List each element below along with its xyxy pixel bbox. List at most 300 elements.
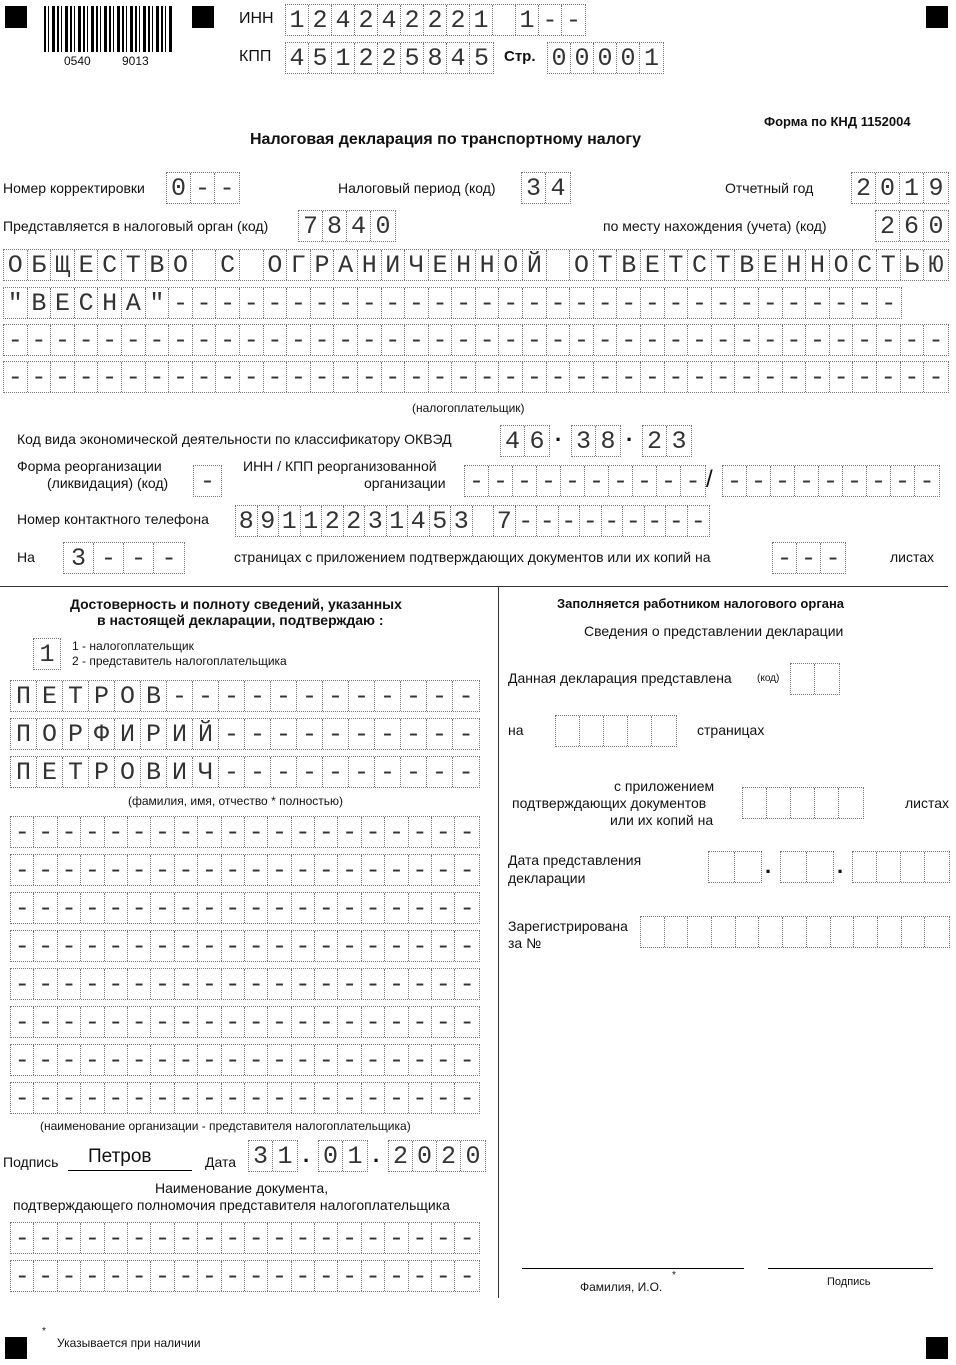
- tax-authority-field[interactable]: [298, 210, 396, 242]
- grid-cell: -: [315, 1261, 338, 1291]
- grid-cell: Ь: [901, 250, 925, 280]
- okved-part-3[interactable]: [642, 425, 692, 457]
- grid-cell: -: [409, 1045, 432, 1075]
- org-row[interactable]: [10, 816, 480, 848]
- grid-cell: 2: [355, 5, 378, 35]
- grid-cell: -: [58, 1045, 81, 1075]
- grid-cell: -: [58, 855, 81, 885]
- grid-cell: И: [115, 719, 141, 749]
- submit-date-year[interactable]: [852, 851, 950, 883]
- grid-cell: -: [151, 1083, 174, 1113]
- grid-cell: -: [268, 855, 291, 885]
- grid-cell: -: [735, 362, 759, 392]
- grid-cell: 3: [572, 426, 596, 456]
- year-field[interactable]: [851, 172, 949, 204]
- okved-part-1[interactable]: [500, 425, 550, 457]
- grid-cell: -: [385, 969, 408, 999]
- grid-cell: -: [516, 506, 538, 536]
- date-day-field[interactable]: [248, 1140, 298, 1172]
- grid-cell: [743, 788, 767, 818]
- grid-cell: -: [623, 506, 645, 536]
- submitted-label: Данная декларация представлена: [508, 670, 732, 686]
- grid-cell: -: [565, 5, 581, 35]
- grid-cell: -: [81, 969, 104, 999]
- grid-cell: -: [193, 681, 219, 711]
- signer-patronymic-row[interactable]: [10, 756, 480, 788]
- grid-cell: -: [81, 931, 104, 961]
- grid-cell: 1: [347, 1141, 363, 1171]
- grid-cell: -: [338, 1261, 361, 1291]
- grid-cell: -: [429, 362, 453, 392]
- signer-code-field[interactable]: [33, 638, 61, 670]
- grid-cell: И: [167, 757, 193, 787]
- pages-count-field[interactable]: [63, 542, 185, 574]
- grid-cell: -: [175, 1007, 198, 1037]
- doc-row[interactable]: [10, 1222, 480, 1254]
- grid-cell: -: [338, 1223, 361, 1253]
- grid-cell: П: [11, 681, 37, 711]
- doc-caption-1: Наименование документа,: [155, 1180, 329, 1196]
- pages-suffix: листах: [890, 549, 935, 565]
- grid-cell: Н: [783, 250, 807, 280]
- grid-cell: -: [853, 288, 877, 318]
- authority-pages-field[interactable]: [555, 715, 677, 747]
- grid-cell: -: [830, 325, 854, 355]
- grid-cell: -: [401, 681, 427, 711]
- grid-cell: -: [452, 325, 476, 355]
- grid-cell: -: [198, 1007, 221, 1037]
- grid-cell: [193, 250, 217, 280]
- grid-cell: -: [382, 362, 406, 392]
- grid-cell: С: [216, 250, 240, 280]
- grid-cell: -: [105, 1083, 128, 1113]
- grid-cell: -: [58, 1007, 81, 1037]
- grid-cell: -: [175, 931, 198, 961]
- grid-cell: -: [409, 817, 432, 847]
- inn-field[interactable]: [285, 4, 586, 36]
- grid-cell: В: [617, 250, 641, 280]
- grid-cell: -: [175, 1223, 198, 1253]
- grid-cell: [709, 852, 735, 882]
- grid-cell: -: [617, 288, 641, 318]
- grid-cell: 0: [876, 173, 900, 203]
- grid-cell: -: [219, 681, 245, 711]
- grid-cell: -: [771, 466, 795, 496]
- grid-cell: -: [151, 1223, 174, 1253]
- grid-cell: 2: [643, 426, 667, 456]
- grid-cell: -: [570, 325, 594, 355]
- org-row[interactable]: [10, 854, 480, 886]
- grid-cell: -: [585, 466, 609, 496]
- org-row[interactable]: [10, 968, 480, 1000]
- org-row[interactable]: [10, 1082, 480, 1114]
- grid-cell: Т: [122, 250, 146, 280]
- grid-cell: -: [602, 506, 624, 536]
- grid-cell: -: [216, 325, 240, 355]
- on-label: на: [508, 722, 524, 738]
- reorg-kpp-field[interactable]: [722, 465, 940, 497]
- grid-cell: [736, 917, 760, 947]
- grid-cell: -: [657, 466, 681, 496]
- grid-cell: -: [222, 931, 245, 961]
- grid-cell: -: [877, 362, 901, 392]
- grid-cell: Р: [141, 719, 167, 749]
- grid-cell: -: [199, 466, 215, 496]
- grid-cell: -: [198, 1083, 221, 1113]
- grid-cell: -: [594, 362, 618, 392]
- grid-cell: -: [409, 931, 432, 961]
- authority-sheets-field[interactable]: [742, 787, 864, 819]
- grid-cell: -: [405, 362, 429, 392]
- grid-cell: -: [169, 362, 193, 392]
- grid-cell: [781, 852, 807, 882]
- grid-cell: -: [315, 931, 338, 961]
- grid-cell: -: [409, 969, 432, 999]
- fio-star: *: [672, 1270, 676, 1281]
- grid-cell: [815, 664, 839, 694]
- grid-cell: -: [151, 817, 174, 847]
- grid-cell: -: [459, 1083, 475, 1113]
- grid-cell: -: [723, 466, 747, 496]
- grid-cell: -: [432, 893, 455, 923]
- grid-cell: -: [151, 1045, 174, 1075]
- submit-date-day[interactable]: [708, 851, 762, 883]
- grid-cell: -: [240, 288, 264, 318]
- grid-cell: -: [476, 325, 500, 355]
- grid-cell: -: [427, 681, 453, 711]
- grid-cell: Й: [193, 719, 219, 749]
- grid-cell: -: [292, 1045, 315, 1075]
- confirm-heading-1: Достоверность и полноту сведений, указанных: [70, 596, 402, 612]
- grid-cell: -: [362, 931, 385, 961]
- grid-cell: 2: [447, 5, 470, 35]
- grid-cell: 8: [424, 43, 447, 73]
- grid-cell: -: [268, 1083, 291, 1113]
- grid-cell: О: [4, 250, 28, 280]
- correction-field[interactable]: [166, 172, 240, 204]
- grid-cell: -: [385, 1261, 408, 1291]
- location-field[interactable]: [875, 210, 949, 242]
- grid-cell: -: [292, 1261, 315, 1291]
- pages-prefix: На: [17, 549, 35, 565]
- grid-cell: Е: [641, 250, 665, 280]
- grid-cell: 6: [529, 426, 545, 456]
- barcode: [44, 6, 172, 52]
- grid-cell: -: [645, 506, 667, 536]
- location-label: по месту нахождения (учета) (код): [603, 218, 827, 234]
- grid-cell: -: [34, 1007, 57, 1037]
- grid-cell: -: [222, 817, 245, 847]
- grid-cell: Р: [89, 757, 115, 787]
- grid-cell: Ч: [193, 757, 219, 787]
- taxpayer-row-2[interactable]: [3, 287, 902, 319]
- grid-cell: -: [146, 325, 170, 355]
- grid-cell: ": [146, 288, 170, 318]
- reorg-inn-field[interactable]: [464, 465, 706, 497]
- grid-cell: -: [375, 719, 401, 749]
- grid-cell: -: [34, 969, 57, 999]
- grid-cell: -: [315, 817, 338, 847]
- grid-cell: -: [537, 506, 559, 536]
- grid-cell: -: [94, 543, 124, 573]
- grid-cell: [791, 788, 815, 818]
- grid-cell: 1: [516, 5, 539, 35]
- grid-cell: -: [901, 362, 925, 392]
- grid-cell: -: [712, 288, 736, 318]
- grid-cell: [831, 917, 855, 947]
- grid-cell: -: [245, 817, 268, 847]
- grid-cell: -: [458, 681, 474, 711]
- grid-cell: 0: [167, 173, 191, 203]
- grid-cell: -: [570, 288, 594, 318]
- grid-cell: -: [193, 362, 217, 392]
- grid-cell: -: [11, 1083, 34, 1113]
- submitted-code-field[interactable]: [790, 663, 840, 695]
- reorg-form-label-1: Форма реорганизации: [17, 458, 162, 474]
- grid-cell: -: [891, 466, 915, 496]
- grid-cell: Т: [594, 250, 618, 280]
- grid-cell: -: [338, 931, 361, 961]
- grid-cell: -: [292, 893, 315, 923]
- phone-field[interactable]: [235, 505, 710, 537]
- grid-cell: -: [362, 855, 385, 885]
- grid-cell: -: [338, 1083, 361, 1113]
- grid-cell: -: [358, 288, 382, 318]
- org-row[interactable]: [10, 892, 480, 924]
- grid-cell: Й: [523, 250, 547, 280]
- grid-cell: [688, 917, 712, 947]
- taxpayer-row-4[interactable]: [3, 361, 949, 393]
- grid-cell: -: [747, 466, 771, 496]
- grid-cell: -: [287, 325, 311, 355]
- grid-cell: 4: [408, 506, 430, 536]
- grid-cell: В: [735, 250, 759, 280]
- grid-cell: [815, 788, 839, 818]
- grid-cell: -: [459, 1223, 475, 1253]
- grid-cell: -: [594, 288, 618, 318]
- taxpayer-row-1[interactable]: [3, 249, 949, 281]
- grid-cell: -: [665, 362, 689, 392]
- grid-cell: 4: [286, 43, 309, 73]
- grid-cell: -: [222, 893, 245, 923]
- grid-cell: -: [315, 1223, 338, 1253]
- grid-cell: [641, 917, 665, 947]
- grid-cell: -: [268, 969, 291, 999]
- sign-label: Подпись: [827, 1276, 871, 1288]
- grid-cell: -: [271, 757, 297, 787]
- grid-cell: -: [222, 1223, 245, 1253]
- date-year-field[interactable]: [388, 1140, 486, 1172]
- date-dot-2: .: [373, 1142, 380, 1167]
- grid-cell: -: [198, 817, 221, 847]
- grid-cell: -: [222, 1083, 245, 1113]
- authority-heading: Заполняется работником налогового органа: [557, 596, 845, 611]
- grid-cell: [604, 716, 628, 746]
- grid-cell: Е: [37, 757, 63, 787]
- period-field[interactable]: [521, 172, 571, 204]
- grid-cell: -: [432, 969, 455, 999]
- grid-cell: -: [783, 288, 807, 318]
- grid-cell: -: [58, 969, 81, 999]
- grid-cell: -: [4, 325, 28, 355]
- grid-cell: И: [167, 719, 193, 749]
- grid-cell: -: [459, 1261, 475, 1291]
- grid-cell: -: [783, 325, 807, 355]
- okved-part-2[interactable]: [571, 425, 621, 457]
- reorg-form-field[interactable]: [193, 465, 222, 497]
- grid-cell: -: [458, 719, 474, 749]
- grid-cell: -: [128, 1045, 151, 1075]
- grid-cell: -: [146, 362, 170, 392]
- signature-line: [68, 1170, 192, 1171]
- grid-cell: -: [193, 325, 217, 355]
- date-label: Дата: [205, 1154, 237, 1170]
- grid-cell: -: [429, 325, 453, 355]
- grid-cell: -: [245, 757, 271, 787]
- grid-cell: -: [292, 969, 315, 999]
- grid-cell: -: [161, 543, 177, 573]
- grid-cell: 4: [447, 43, 470, 73]
- grid-cell: -: [216, 362, 240, 392]
- grid-cell: -: [825, 543, 841, 573]
- grid-cell: О: [115, 681, 141, 711]
- grid-cell: -: [311, 288, 335, 318]
- grid-cell: -: [105, 1223, 128, 1253]
- reorg-form-label-2: (ликвидация) (код): [47, 475, 169, 491]
- grid-cell: -: [222, 969, 245, 999]
- grid-cell: -: [580, 506, 602, 536]
- grid-cell: -: [297, 757, 323, 787]
- grid-cell: -: [105, 1045, 128, 1075]
- grid-cell: -: [58, 817, 81, 847]
- grid-cell: -: [34, 893, 57, 923]
- grid-cell: -: [688, 288, 712, 318]
- grid-cell: -: [594, 325, 618, 355]
- grid-cell: 4: [550, 173, 566, 203]
- grid-cell: -: [432, 1223, 455, 1253]
- grid-cell: 3: [451, 506, 473, 536]
- grid-cell: -: [559, 506, 581, 536]
- grid-cell: -: [919, 466, 935, 496]
- grid-cell: 5: [473, 43, 489, 73]
- grid-cell: -: [128, 893, 151, 923]
- grid-cell: -: [128, 817, 151, 847]
- grid-cell: -: [928, 325, 944, 355]
- grid-cell: -: [105, 931, 128, 961]
- org-row[interactable]: [10, 1044, 480, 1076]
- submit-date-label-1: Дата представления: [508, 852, 642, 868]
- signer-surname-row[interactable]: [10, 680, 480, 712]
- grid-cell: 2: [401, 5, 424, 35]
- grid-cell: -: [268, 931, 291, 961]
- grid-cell: В: [146, 250, 170, 280]
- grid-cell: -: [268, 1045, 291, 1075]
- date-month-field[interactable]: [318, 1140, 368, 1172]
- grid-cell: 3: [522, 173, 546, 203]
- grid-cell: -: [795, 466, 819, 496]
- grid-cell: -: [198, 931, 221, 961]
- grid-cell: -: [128, 1223, 151, 1253]
- grid-cell: -: [881, 288, 897, 318]
- grid-cell: -: [198, 893, 221, 923]
- grid-cell: [665, 917, 689, 947]
- grid-cell: -: [81, 1223, 104, 1253]
- grid-cell: [839, 788, 863, 818]
- grid-cell: -: [315, 893, 338, 923]
- grid-cell: -: [311, 362, 335, 392]
- sheets-count-field[interactable]: [772, 542, 846, 574]
- grid-cell: -: [128, 1007, 151, 1037]
- grid-cell: -: [666, 506, 688, 536]
- org-caption: (наименование организации - представителя налогоплательщика): [40, 1119, 411, 1133]
- grid-cell: -: [375, 681, 401, 711]
- grid-cell: -: [830, 288, 854, 318]
- grid-cell: -: [11, 1007, 34, 1037]
- grid-cell: -: [315, 1007, 338, 1037]
- signature-label: Подпись: [3, 1154, 59, 1170]
- grid-cell: -: [385, 931, 408, 961]
- submit-date-dot-2: .: [837, 853, 844, 878]
- taxpayer-row-3[interactable]: [3, 324, 949, 356]
- grid-cell: -: [245, 1007, 268, 1037]
- grid-cell: -: [712, 325, 736, 355]
- org-row[interactable]: [10, 930, 480, 962]
- grid-cell: -: [81, 855, 104, 885]
- grid-cell: -: [338, 817, 361, 847]
- grid-cell: -: [385, 1045, 408, 1075]
- page-field[interactable]: [547, 42, 664, 74]
- grid-cell: -: [198, 1223, 221, 1253]
- grid-cell: -: [81, 1261, 104, 1291]
- signature-value[interactable]: Петров: [88, 1146, 152, 1167]
- grid-cell: -: [759, 288, 783, 318]
- phone-label: Номер контактного телефона: [17, 511, 209, 527]
- grid-cell: -: [11, 1045, 34, 1075]
- footnote-text: Указывается при наличии: [57, 1336, 201, 1350]
- corner-marker-top-left: [5, 6, 27, 28]
- grid-cell: -: [401, 757, 427, 787]
- grid-cell: -: [362, 817, 385, 847]
- grid-cell: Н: [452, 250, 476, 280]
- grid-cell: -: [34, 1261, 57, 1291]
- grid-cell: -: [405, 325, 429, 355]
- grid-cell: [877, 852, 901, 882]
- grid-cell: -: [362, 1261, 385, 1291]
- org-row[interactable]: [10, 1006, 480, 1038]
- grid-cell: -: [432, 1083, 455, 1113]
- grid-cell: -: [128, 931, 151, 961]
- signer-name-row[interactable]: [10, 718, 480, 750]
- grid-cell: -: [175, 893, 198, 923]
- grid-cell: -: [151, 855, 174, 885]
- grid-cell: 4: [378, 5, 401, 35]
- grid-cell: -: [315, 855, 338, 885]
- kpp-field[interactable]: [285, 42, 494, 74]
- grid-cell: Н: [358, 250, 382, 280]
- reg-number-field[interactable]: [640, 916, 950, 948]
- doc-row[interactable]: [10, 1260, 480, 1292]
- grid-cell: 4: [501, 426, 525, 456]
- grid-cell: -: [409, 1261, 432, 1291]
- grid-cell: 9: [928, 173, 944, 203]
- grid-cell: [902, 917, 926, 947]
- grid-cell: -: [105, 969, 128, 999]
- grid-cell: -: [641, 362, 665, 392]
- submit-date-month[interactable]: [780, 851, 834, 883]
- grid-cell: 3: [249, 1141, 273, 1171]
- grid-cell: -: [513, 466, 537, 496]
- grid-cell: -: [81, 893, 104, 923]
